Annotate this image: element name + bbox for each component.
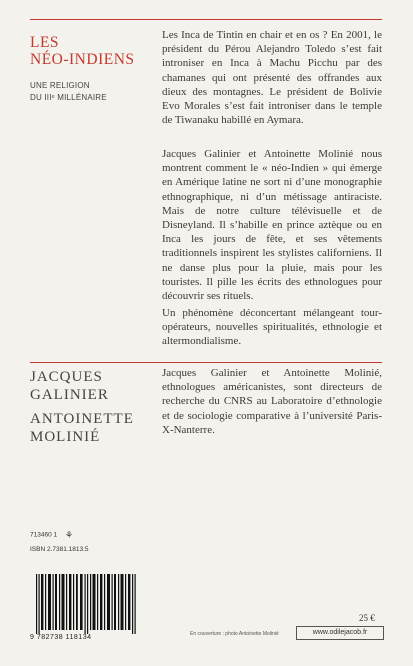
- subtitle-line-1: UNE RELIGION: [30, 81, 90, 90]
- price: 25 €: [359, 613, 375, 623]
- isbn: ISBN 2.7381.1813.5: [30, 545, 89, 553]
- author-names: [30, 368, 145, 446]
- blurb-paragraph-3: Un phénomène déconcertant mélangeant tour-opérateurs, nouvelles spiritualités, ethnologie et altermondialisme.: [162, 307, 382, 348]
- author-bio: Jacques Galinier et Antoinette Molinié, ethnologues américanistes, sont directeurs de recherche du CNRS au Laboratoire d’ethnologie et de sociologie comparative à l’université Paris-X-Nanterre.: [162, 367, 382, 436]
- author-2-first: ANTOINETTE: [30, 411, 134, 427]
- author-1-first: JACQUES: [30, 369, 103, 385]
- author-2-last: MOLINIÉ: [30, 429, 101, 445]
- author-1-last: GALINIER: [30, 387, 109, 403]
- product-code: 713460 1: [30, 531, 58, 539]
- barcode: [30, 574, 145, 634]
- blurb-paragraph-1: Les Inca de Tintin en chair et en os ? En 2001, le président du Pérou Alejandro Toledo s’est fait introniser en Inca à Machu Picchu par des chamanes qui ont présenté des offrandes aux dieux des montagnes. Le président de Bolivie Evo Morales s’est fait introniser dans le temple de Tiwanaku habillé en Aymara.: [162, 29, 382, 127]
- book-subtitle: [30, 80, 145, 104]
- title-line-1: LES: [30, 34, 60, 51]
- book-title: [30, 34, 145, 68]
- barcode-digits: 9 782738 118134: [30, 634, 92, 641]
- subtitle-line-2: DU IIIᵉ MILLÉNAIRE: [30, 93, 107, 102]
- top-rule: [30, 19, 382, 20]
- title-line-2: NÉO-INDIENS: [30, 51, 135, 68]
- product-codes: [30, 528, 89, 557]
- publisher-mark-icon: ⚘: [64, 530, 74, 540]
- middle-rule: [30, 362, 382, 363]
- publisher-url[interactable]: www.odilejacob.fr: [296, 626, 384, 640]
- blurb-paragraph-2: Jacques Galinier et Antoinette Molinié nous montrent comment le « néo-Indien » qui émerge en Amérique latine ne sort ni d’une monographie ethnographique, ni d’un métissage antiraciste. Mais de notre culture télévisuelle et de Disneyland. Il s’habille en prince aztèque ou en Inca les jours de fête, et ses vêtements traditionnels inspirent les stylistes californiens. Il ne danse plus pour la pluie, mais pour les touristes. Il pille les écrits des ethnologues pour découvrir ses rituels.: [162, 148, 382, 303]
- cover-photo-credit: En couverture : photo Antoinette Molinié: [190, 631, 279, 637]
